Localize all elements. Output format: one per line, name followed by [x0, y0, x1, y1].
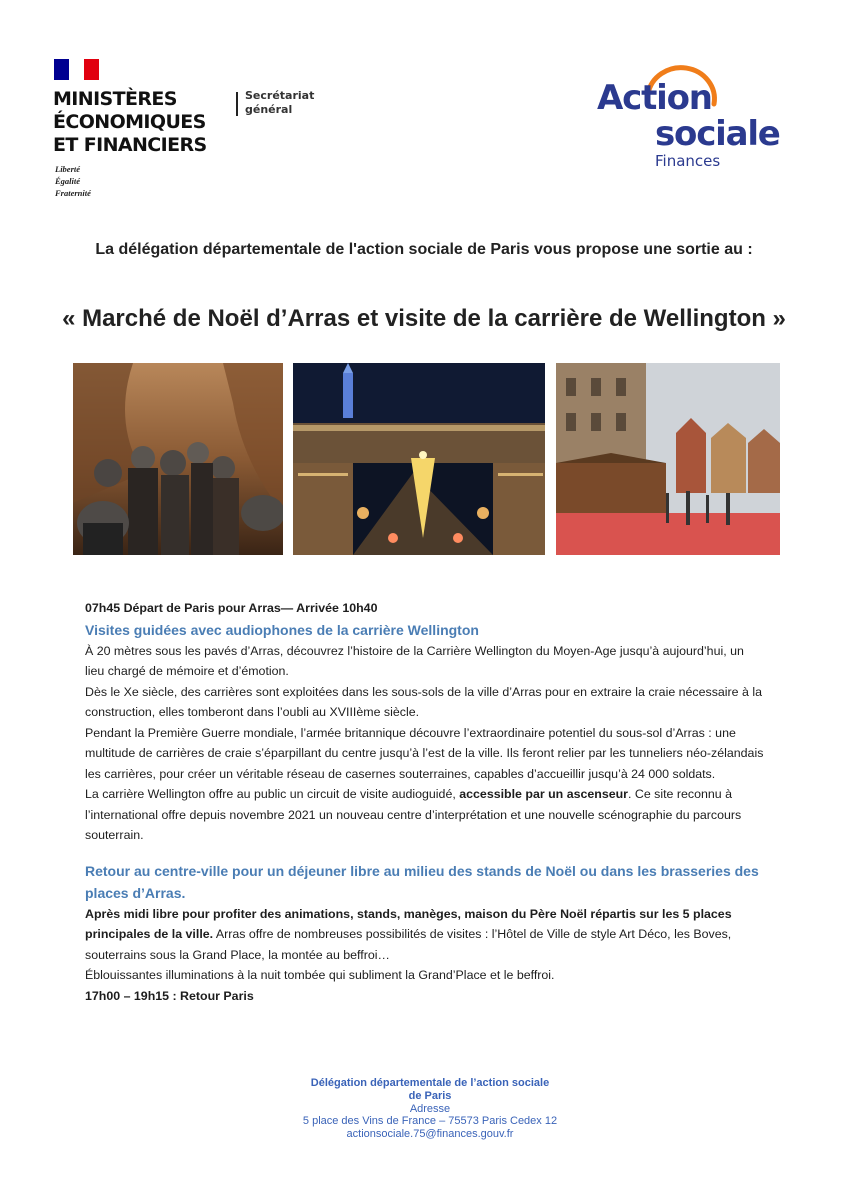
- footer-contact: Délégation départementale de l’action sociale de Paris Adresse 5 place des Vins de France – 75573 Paris Cedex 12 actionsociale.75@finances.gouv.fr: [200, 1077, 660, 1141]
- footer-email[interactable]: actionsociale.75@finances.gouv.fr: [346, 1128, 514, 1141]
- paragraph: Pendant la Première Guerre mondiale, l’armée britannique découvre l’extraordinaire potentiel du sous-sol d’Arras : une multitude de carrières de craie s’éparpillant du centre jusqu’à l’est de la ville. Ils feront relier par les tunneliers néo-zélandais les carrières, pour créer un véritable réseau de casernes souterraines, capables d’accueillir jusqu’à 24 000 soldats.: [85, 725, 764, 781]
- departure-line: 07h45 Départ de Paris pour Arras— Arrivée 10h40: [85, 601, 378, 615]
- motto: Liberté Égalité Fraternité: [55, 164, 91, 198]
- action-sociale-logo-line3: Finances: [655, 152, 721, 170]
- arras-christmas-market-photo: [556, 363, 780, 555]
- action-sociale-logo-line2: sociale: [655, 114, 780, 154]
- section-heading-city: Retour au centre-ville pour un déjeuner libre au milieu des stands de Noël ou dans les brasseries des places d’Arras.: [85, 862, 759, 901]
- event-title: « Marché de Noël d’Arras et visite de la carrière de Wellington »: [62, 305, 786, 332]
- paragraph: La carrière Wellington offre au public un circuit de visite audioguidé, accessible par un ascenseur. Ce site reconnu à l’international offre depuis novembre 2021 un nouveau centre d’interprétation et une nouvelle scénographie du parcours souterrain.: [85, 787, 742, 842]
- ministry-name: MINISTÈRES ÉCONOMIQUES ET FINANCIERS: [53, 88, 207, 156]
- section-heading-wellington: Visites guidées avec audiophones de la carrière Wellington: [85, 621, 479, 638]
- paragraph: Après midi libre pour profiter des animations, stands, manèges, maison du Père Noël répartis sur les 5 places principales de la ville. Arras offre de nombreuses possibilités de visites : l’Hôtel de Ville de style Art Déco, les Boves, souterrains sous la Grand Place, la montée au beffroi…: [85, 906, 732, 962]
- paragraph: À 20 mètres sous les pavés d’Arras, découvrez l’histoire de la Carrière Wellington du Moyen-Age jusqu’à aujourd’hui, un lieu chargé de mémoire et d’émotion.: [85, 643, 744, 678]
- paragraph: Dès le Xe siècle, des carrières sont exploitées dans les sous-sols de la ville d’Arras pour en extraire la craie nécessaire à la construction, elles tomberont dans l’oubli au XVIIIème siècle.: [85, 684, 762, 719]
- secretariat-general: Secrétariat général: [245, 89, 315, 116]
- carriere-wellington-photo: [73, 363, 283, 555]
- arras-grand-place-night-photo: [293, 363, 545, 555]
- action-sociale-logo-line1: Action: [597, 78, 712, 118]
- paragraph: Éblouissantes illuminations à la nuit tombée qui subliment la Grand’Place et le beffroi.: [85, 968, 555, 982]
- logo-divider: [236, 92, 238, 116]
- republique-flag: [54, 59, 99, 80]
- return-line: 17h00 – 19h15 : Retour Paris: [85, 988, 254, 1003]
- intro-text: La délégation départementale de l'action sociale de Paris vous propose une sortie au :: [95, 241, 753, 258]
- program-body: [85, 598, 765, 1006]
